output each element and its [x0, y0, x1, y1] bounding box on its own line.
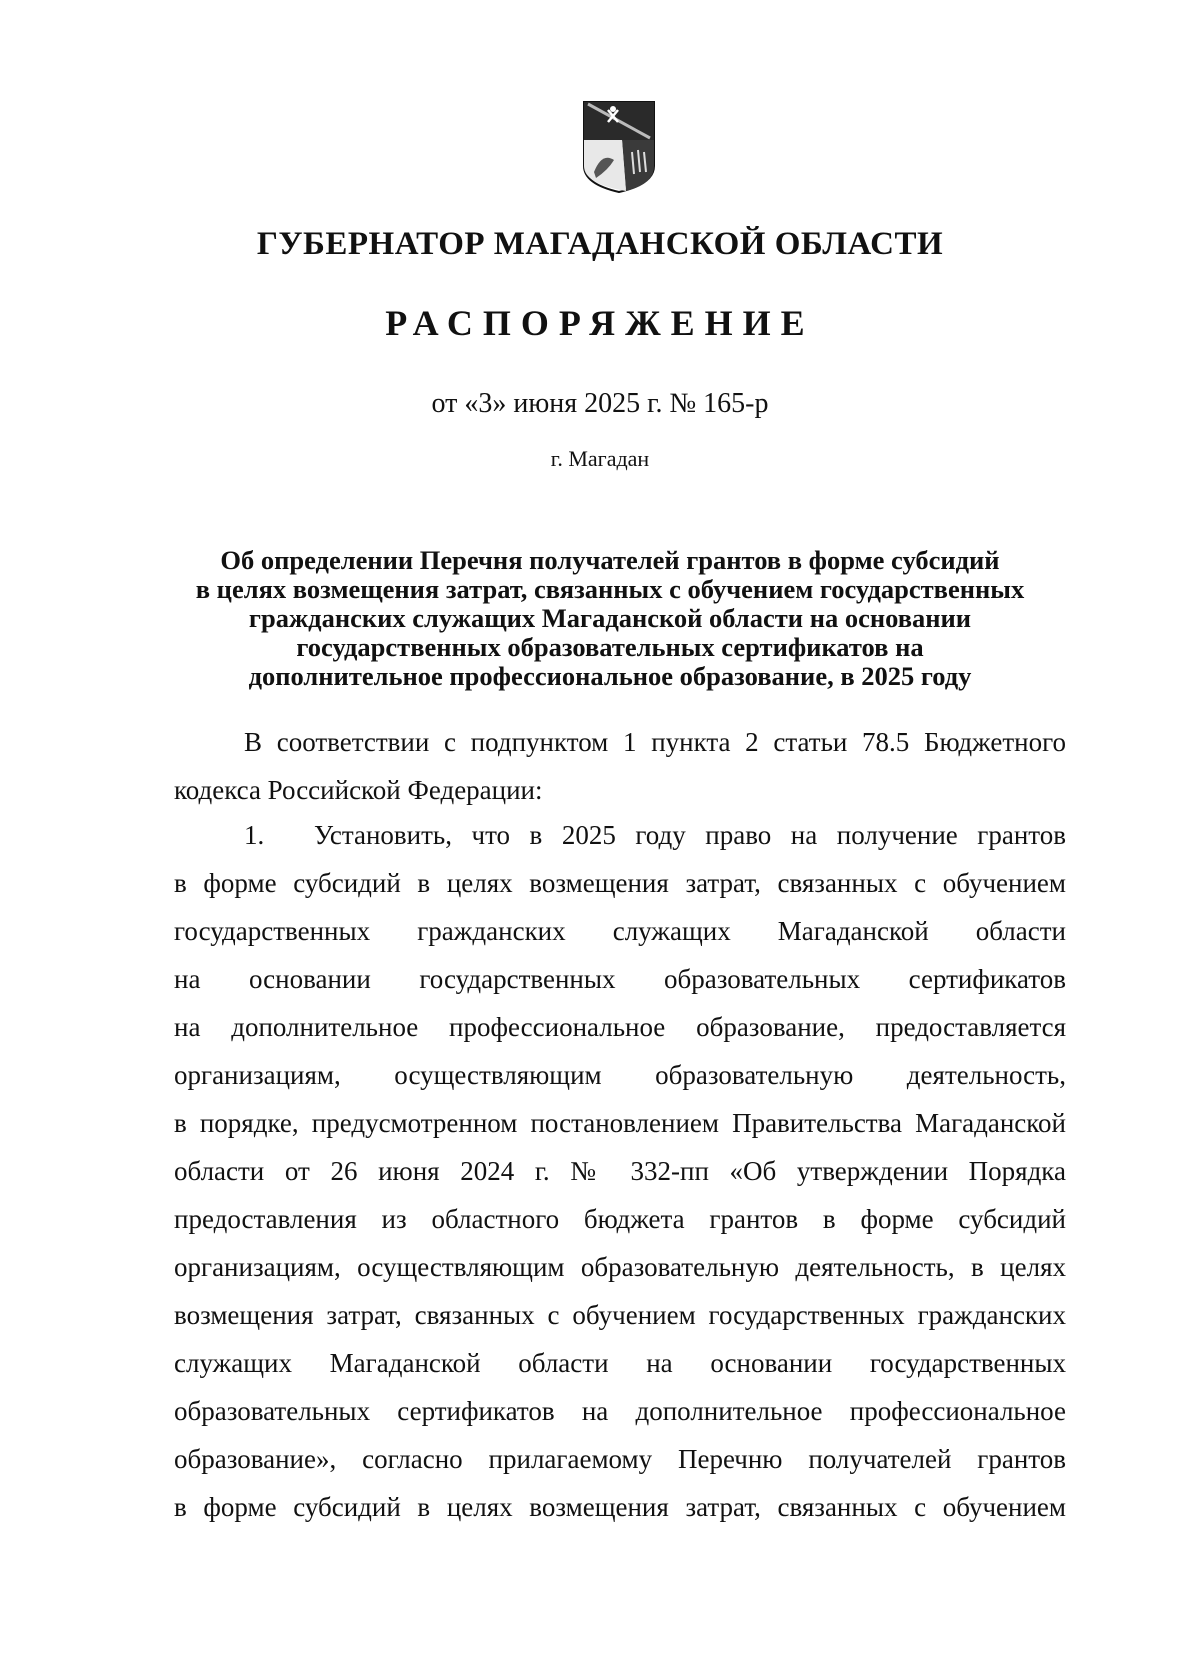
body-line: области от 26 июня 2024 г. № 332-пп «Об утверждении Порядка: [174, 1156, 1066, 1186]
body-line: кодекса Российской Федерации:: [174, 775, 543, 805]
body-line: образовательных сертификатов на дополнительное профессиональное: [174, 1396, 1066, 1426]
body-line: В соответствии с подпунктом 1 пункта 2 статьи 78.5 Бюджетного: [244, 727, 1066, 757]
body-line: государственных гражданских служащих Магаданской области: [174, 916, 1066, 946]
document-date-number: от «3» июня 2025 г. № 165-р: [431, 388, 769, 419]
body-line: на основании государственных образовательных сертификатов: [174, 964, 1066, 994]
body-line: организациям, осуществляющим образовательную деятельность,: [174, 1060, 1066, 1090]
body-line: организациям, осуществляющим образовательную деятельность, в целях: [174, 1252, 1066, 1282]
title-line: гражданских служащих Магаданской области на основании: [248, 603, 972, 633]
paragraph-item-1: [174, 811, 1066, 1531]
issuing-authority: ГУБЕРНАТОР МАГАДАНСКОЙ ОБЛАСТИ: [256, 226, 944, 262]
document-type: РАСПОРЯЖЕНИЕ: [385, 303, 815, 343]
body-line: образование», согласно прилагаемому Перечню получателей грантов: [174, 1444, 1066, 1474]
body-line: Установить, что в 2025 году право на получение грантов: [314, 820, 1066, 850]
title-line: государственных образовательных сертификатов на: [296, 632, 924, 662]
body-line: на дополнительное профессиональное образование, предоставляется: [174, 1012, 1066, 1042]
body-line: возмещения затрат, связанных с обучением государственных гражданских: [174, 1300, 1066, 1330]
magadan-coat-of-arms-icon: [582, 100, 656, 194]
body-line: в форме субсидий в целях возмещения затрат, связанных с обучением: [174, 1492, 1066, 1522]
body-line: предоставления из областного бюджета грантов в форме субсидий: [174, 1204, 1066, 1234]
title-line: в целях возмещения затрат, связанных с обучением государственных: [195, 574, 1025, 604]
preamble-paragraph: [174, 718, 1066, 814]
item-number: 1.: [244, 820, 265, 850]
body-line: в форме субсидий в целях возмещения затрат, связанных с обучением: [174, 868, 1066, 898]
title-line: дополнительное профессиональное образование, в 2025 году: [248, 661, 972, 691]
title-line: Об определении Перечня получателей грантов в форме субсидий: [220, 545, 1000, 575]
document-city: г. Магадан: [550, 446, 650, 471]
body-line: в порядке, предусмотренном постановлением Правительства Магаданской: [174, 1108, 1066, 1138]
body-line: служащих Магаданской области на основании государственных: [174, 1348, 1066, 1378]
document-title: [160, 546, 1060, 691]
